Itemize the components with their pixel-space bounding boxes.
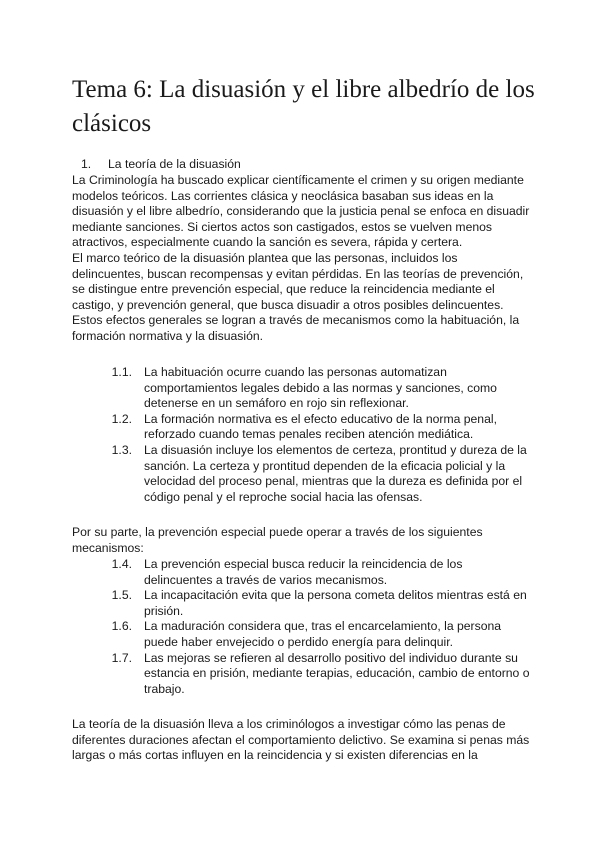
paragraph-duration: La teoría de la disuasión lleva a los criminólogos a investigar cómo las penas de diferentes duraciones afectan el comportamiento delictivo. Se examina si penas más largas o más cortas influyen en la reincidencia y si existen diferencias en la [72,717,530,763]
list-item-number: 1.1. [111,365,132,379]
list-item-text: La formación normativa es el efecto educativo de la norma penal, reforzado cuando temas penales reciben atención mediática. [144,411,497,442]
list-item-number: 1.2. [111,411,132,426]
paragraph-framework: El marco teórico de la disuasión plantea que las personas, incluidos los delincuentes, buscan recompensas y evitan pérdidas. En las teorías de prevención, se distingue entre prevención especial, que reduce la reincidencia mediante el castigo, y prevención general, que busca disuadir a otros posibles delincuentes. Estos efectos generales se logran a través de mecanismos como la habituación, la formación normativa y la disuasión. [72,251,524,343]
section-heading-text: La teoría de la disuasión [108,157,241,171]
list-item-text: Las mejoras se refieren al desarrollo positivo del individuo durante su estancia en prisión, mediante terapias, educación, cambio de entorno o trabajo. [144,650,530,696]
paragraph-intro: La Criminología ha buscado explicar científicamente el crimen y su origen mediante modelos teóricos. Las corrientes clásica y neoclásica basaban sus ideas en la disuasión y el libre albedrío, considerando que la justicia penal se enfoca en disuadir mediante sanciones. Si ciertos actos son castigados, estos se vuelven menos atractivos, especialmente cuando la sanción es severa, rápida y certera. [72,173,530,250]
list-item-text: La habituación ocurre cuando las personas automatizan comportamientos legales debido a las normas y sanciones, como detenerse en un semáforo en rojo sin reflexionar. [144,365,497,411]
list-item-number: 1.5. [111,588,132,603]
list-item-text: La prevención especial busca reducir la reincidencia de los delincuentes a través de varios mecanismos. [144,557,463,587]
special-prevention-list [72,557,532,697]
list-item-number: 1.3. [111,442,132,457]
list-item-text: La disuasión incluye los elementos de certeza, prontitud y dureza de la sanción. La certeza y prontitud dependen de la eficacia policial y la velocidad del proceso penal, mientras que la dureza es definida por el código penal y el reproche social hacia las ofensas. [144,442,527,504]
list-item [72,443,532,505]
list-item [72,365,532,412]
list-item [72,557,532,588]
list-item-number: 1.6. [111,619,132,634]
list-item-text: La maduración considera que, tras el encarcelamiento, la persona puede haber envejecido o perdido energía para delinquir. [144,619,502,649]
list-item [72,619,532,650]
paragraph-special-intro: Por su parte, la prevención especial puede operar a través de los siguientes mecanismos: [72,525,483,555]
list-item [72,588,532,619]
page-title: Tema 6: La disuasión y el libre albedrío de los clásicos [72,76,535,137]
list-item-number: 1.7. [111,650,132,665]
list-item-text: La incapacitación evita que la persona cometa delitos mientras está en prisión. [144,588,527,618]
section-heading [72,157,532,173]
list-item [72,651,532,698]
list-item [72,412,532,443]
list-item-number: 1.4. [111,557,132,571]
general-prevention-list [72,365,532,505]
section-number: 1. [81,157,92,171]
